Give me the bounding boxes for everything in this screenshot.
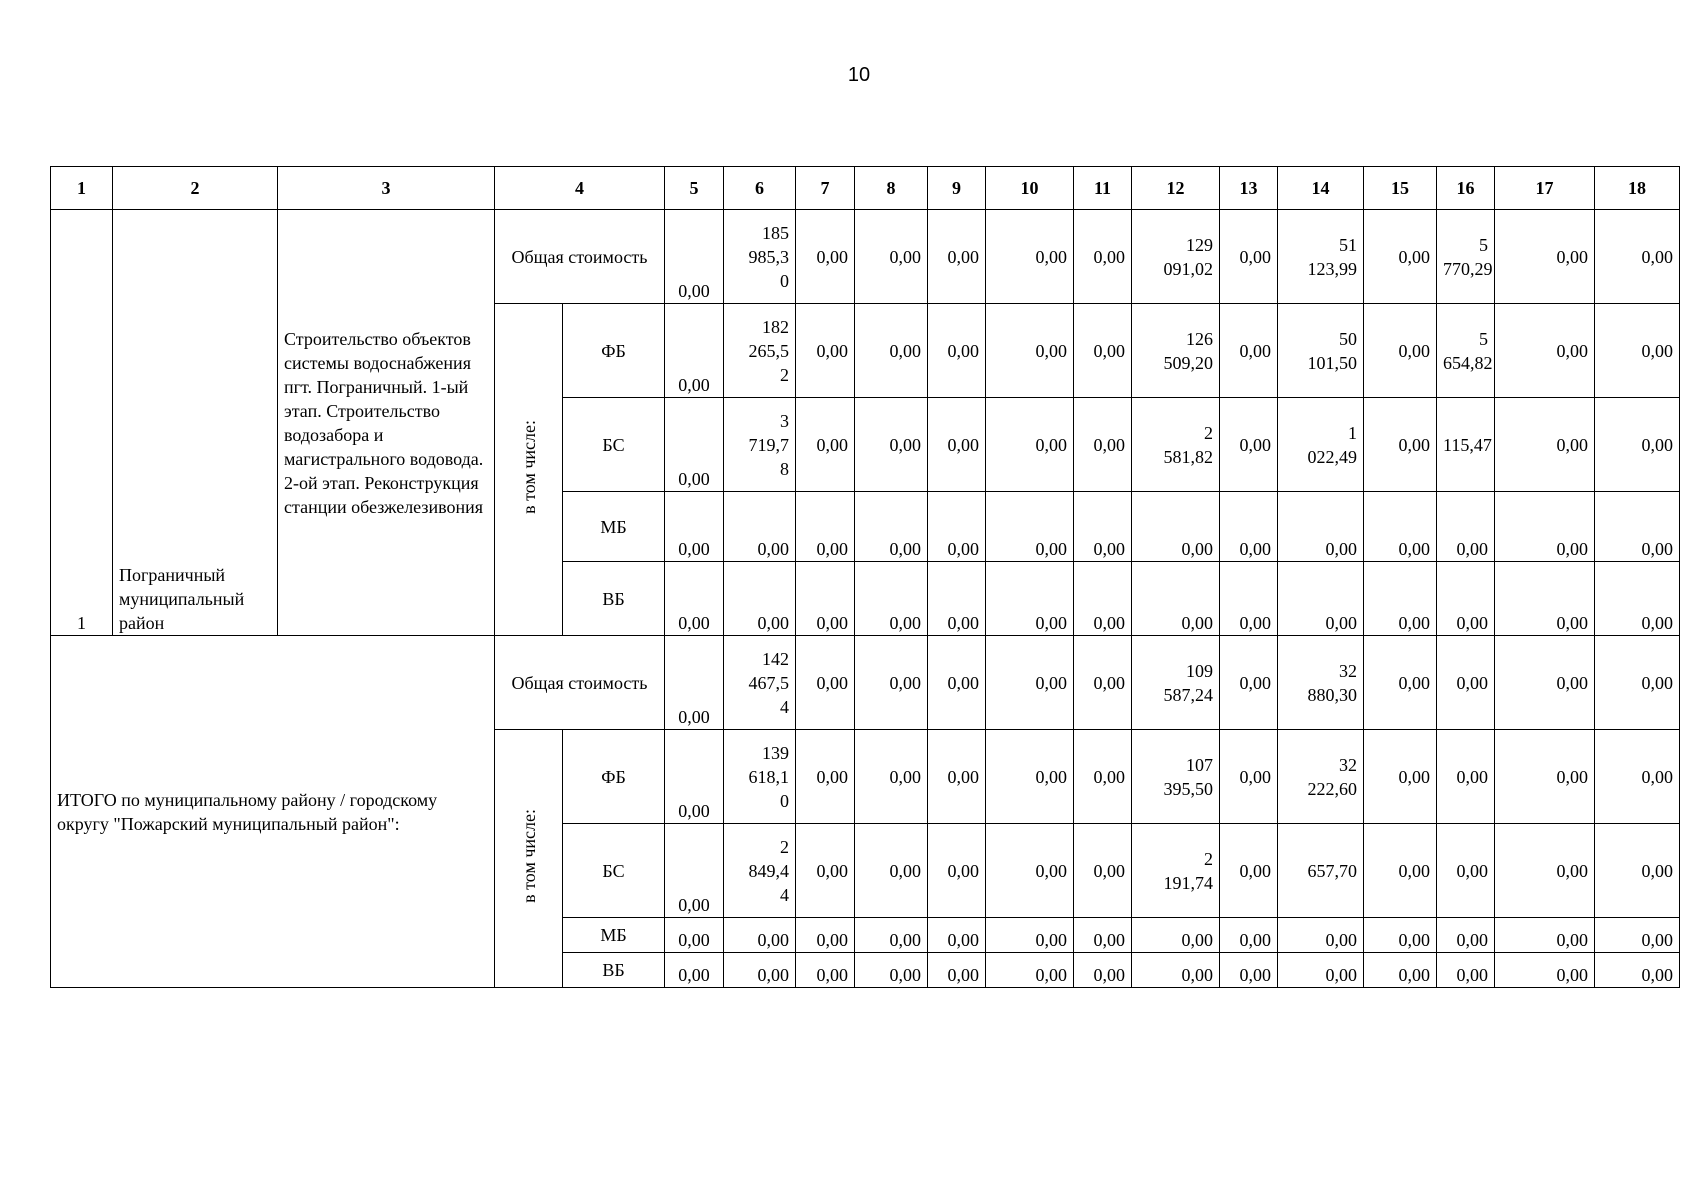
cell-col-13: 0,00 — [1220, 824, 1278, 918]
cell-col-14: 0,00 — [1278, 562, 1364, 636]
cell-col-17: 0,00 — [1495, 210, 1595, 304]
cell-col-6: 185 985,3 0 — [724, 210, 796, 304]
cell-col-12: 2 191,74 — [1132, 824, 1220, 918]
cell-col-16: 5 770,29 — [1437, 210, 1495, 304]
col-header-5: 5 — [665, 167, 724, 210]
cell-col-13: 0,00 — [1220, 918, 1278, 953]
cell-col-18: 0,00 — [1595, 730, 1680, 824]
page-number: 10 — [847, 64, 871, 86]
district-name: Пограничный муниципальный район — [113, 210, 278, 636]
cell-col-13: 0,00 — [1220, 953, 1278, 988]
cell-col-10: 0,00 — [986, 918, 1074, 953]
cell-col-8: 0,00 — [855, 562, 928, 636]
cell-col-13: 0,00 — [1220, 562, 1278, 636]
cell-col-6: 142 467,5 4 — [724, 636, 796, 730]
table-body — [51, 167, 1680, 988]
cell-col-9: 0,00 — [928, 636, 986, 730]
cell-col-12: 0,00 — [1132, 953, 1220, 988]
cell-col-7: 0,00 — [796, 730, 855, 824]
cell-col-18: 0,00 — [1595, 918, 1680, 953]
cell-col-13: 0,00 — [1220, 492, 1278, 562]
cell-col-15: 0,00 — [1364, 304, 1437, 398]
col-header-3: 3 — [278, 167, 495, 210]
including-label — [495, 730, 563, 988]
cell-col-12: 2 581,82 — [1132, 398, 1220, 492]
cell-col-11: 0,00 — [1074, 210, 1132, 304]
cell-col-14: 0,00 — [1278, 918, 1364, 953]
including-text: в том числе: — [518, 419, 539, 514]
cell-col-5: 0,00 — [665, 918, 724, 953]
cell-col-17: 0,00 — [1495, 824, 1595, 918]
cell-col-5: 0,00 — [665, 730, 724, 824]
cell-col-7: 0,00 — [796, 953, 855, 988]
cell-col-5: 0,00 — [665, 304, 724, 398]
cell-col-9: 0,00 — [928, 304, 986, 398]
cell-col-16: 0,00 — [1437, 562, 1495, 636]
cell-col-10: 0,00 — [986, 210, 1074, 304]
cell-col-11: 0,00 — [1074, 953, 1132, 988]
cell-col-8: 0,00 — [855, 918, 928, 953]
cell-col-17: 0,00 — [1495, 492, 1595, 562]
cell-col-12: 107 395,50 — [1132, 730, 1220, 824]
summary-label: ИТОГО по муниципальному району / городскому округу "Пожарский муниципальный район": — [51, 636, 495, 988]
cell-col-9: 0,00 — [928, 730, 986, 824]
cell-col-11: 0,00 — [1074, 824, 1132, 918]
col-header-11: 11 — [1074, 167, 1132, 210]
cell-col-9: 0,00 — [928, 918, 986, 953]
cell-col-9: 0,00 — [928, 492, 986, 562]
cell-col-18: 0,00 — [1595, 210, 1680, 304]
cell-col-11: 0,00 — [1074, 918, 1132, 953]
cell-col-13: 0,00 — [1220, 210, 1278, 304]
cell-col-12: 109 587,24 — [1132, 636, 1220, 730]
table-row — [51, 210, 1680, 304]
cell-col-18: 0,00 — [1595, 398, 1680, 492]
cell-col-7: 0,00 — [796, 304, 855, 398]
cell-col-10: 0,00 — [986, 398, 1074, 492]
cell-col-6: 182 265,5 2 — [724, 304, 796, 398]
cell-col-9: 0,00 — [928, 210, 986, 304]
cell-col-14: 50 101,50 — [1278, 304, 1364, 398]
cell-col-15: 0,00 — [1364, 918, 1437, 953]
cell-col-8: 0,00 — [855, 730, 928, 824]
cell-col-14: 657,70 — [1278, 824, 1364, 918]
cell-col-5: 0,00 — [665, 953, 724, 988]
cell-col-9: 0,00 — [928, 398, 986, 492]
row-label: ФБ — [563, 304, 665, 398]
col-header-2: 2 — [113, 167, 278, 210]
cell-col-8: 0,00 — [855, 636, 928, 730]
col-header-10: 10 — [986, 167, 1074, 210]
col-header-1: 1 — [51, 167, 113, 210]
col-header-6: 6 — [724, 167, 796, 210]
cell-col-14: 32 880,30 — [1278, 636, 1364, 730]
cell-col-5: 0,00 — [665, 636, 724, 730]
row-label: БС — [563, 398, 665, 492]
cell-col-14: 32 222,60 — [1278, 730, 1364, 824]
cell-col-7: 0,00 — [796, 210, 855, 304]
cell-col-18: 0,00 — [1595, 562, 1680, 636]
cell-col-14: 1 022,49 — [1278, 398, 1364, 492]
cell-col-6: 0,00 — [724, 562, 796, 636]
cell-col-11: 0,00 — [1074, 562, 1132, 636]
cell-col-12: 126 509,20 — [1132, 304, 1220, 398]
cell-col-15: 0,00 — [1364, 210, 1437, 304]
cell-col-17: 0,00 — [1495, 730, 1595, 824]
cell-col-14: 0,00 — [1278, 492, 1364, 562]
cell-col-6: 2 849,4 4 — [724, 824, 796, 918]
cell-col-5: 0,00 — [665, 398, 724, 492]
cell-col-6: 139 618,1 0 — [724, 730, 796, 824]
cell-col-7: 0,00 — [796, 492, 855, 562]
cell-col-18: 0,00 — [1595, 304, 1680, 398]
cell-col-12: 129 091,02 — [1132, 210, 1220, 304]
cell-col-9: 0,00 — [928, 953, 986, 988]
row-label: Общая стоимость — [495, 210, 665, 304]
cell-col-6: 0,00 — [724, 953, 796, 988]
table-row — [51, 636, 1680, 730]
row-label: ВБ — [563, 953, 665, 988]
budget-table — [50, 166, 1680, 988]
cell-col-16: 0,00 — [1437, 492, 1495, 562]
cell-col-8: 0,00 — [855, 492, 928, 562]
cell-col-10: 0,00 — [986, 824, 1074, 918]
cell-col-13: 0,00 — [1220, 304, 1278, 398]
cell-col-16: 0,00 — [1437, 918, 1495, 953]
cell-col-8: 0,00 — [855, 824, 928, 918]
row-label: ВБ — [563, 562, 665, 636]
row-label: Общая стоимость — [495, 636, 665, 730]
col-header-14: 14 — [1278, 167, 1364, 210]
cell-col-17: 0,00 — [1495, 398, 1595, 492]
cell-col-18: 0,00 — [1595, 636, 1680, 730]
col-header-13: 13 — [1220, 167, 1278, 210]
cell-col-15: 0,00 — [1364, 562, 1437, 636]
cell-col-5: 0,00 — [665, 824, 724, 918]
cell-col-13: 0,00 — [1220, 730, 1278, 824]
cell-col-16: 115,47 — [1437, 398, 1495, 492]
cell-col-16: 5 654,82 — [1437, 304, 1495, 398]
cell-col-10: 0,00 — [986, 492, 1074, 562]
cell-col-11: 0,00 — [1074, 492, 1132, 562]
cell-col-5: 0,00 — [665, 210, 724, 304]
cell-col-15: 0,00 — [1364, 492, 1437, 562]
cell-col-18: 0,00 — [1595, 492, 1680, 562]
row-number: 1 — [51, 210, 113, 636]
cell-col-8: 0,00 — [855, 210, 928, 304]
project-description: Строительство объектов системы водоснабжения пгт. Пограничный. 1-ый этап. Строительство водозабора и магистрального водовода. 2-ой этап. Реконструкция станции обезжелезивония — [278, 210, 495, 636]
cell-col-7: 0,00 — [796, 824, 855, 918]
cell-col-6: 0,00 — [724, 492, 796, 562]
cell-col-6: 0,00 — [724, 918, 796, 953]
cell-col-10: 0,00 — [986, 730, 1074, 824]
cell-col-14: 51 123,99 — [1278, 210, 1364, 304]
col-header-8: 8 — [855, 167, 928, 210]
cell-col-15: 0,00 — [1364, 730, 1437, 824]
col-header-12: 12 — [1132, 167, 1220, 210]
cell-col-17: 0,00 — [1495, 304, 1595, 398]
cell-col-16: 0,00 — [1437, 824, 1495, 918]
cell-col-7: 0,00 — [796, 398, 855, 492]
cell-col-8: 0,00 — [855, 304, 928, 398]
cell-col-9: 0,00 — [928, 824, 986, 918]
cell-col-7: 0,00 — [796, 636, 855, 730]
cell-col-7: 0,00 — [796, 562, 855, 636]
cell-col-10: 0,00 — [986, 304, 1074, 398]
col-header-17: 17 — [1495, 167, 1595, 210]
cell-col-11: 0,00 — [1074, 304, 1132, 398]
cell-col-16: 0,00 — [1437, 636, 1495, 730]
cell-col-12: 0,00 — [1132, 492, 1220, 562]
cell-col-10: 0,00 — [986, 562, 1074, 636]
cell-col-17: 0,00 — [1495, 953, 1595, 988]
cell-col-11: 0,00 — [1074, 730, 1132, 824]
col-header-9: 9 — [928, 167, 986, 210]
cell-col-14: 0,00 — [1278, 953, 1364, 988]
including-label — [495, 304, 563, 636]
cell-col-11: 0,00 — [1074, 398, 1132, 492]
row-label: БС — [563, 824, 665, 918]
cell-col-9: 0,00 — [928, 562, 986, 636]
including-text: в том числе: — [518, 808, 539, 903]
cell-col-17: 0,00 — [1495, 636, 1595, 730]
cell-col-16: 0,00 — [1437, 730, 1495, 824]
cell-col-15: 0,00 — [1364, 824, 1437, 918]
cell-col-12: 0,00 — [1132, 562, 1220, 636]
cell-col-15: 0,00 — [1364, 953, 1437, 988]
cell-col-12: 0,00 — [1132, 918, 1220, 953]
col-header-15: 15 — [1364, 167, 1437, 210]
cell-col-6: 3 719,7 8 — [724, 398, 796, 492]
cell-col-17: 0,00 — [1495, 918, 1595, 953]
cell-col-15: 0,00 — [1364, 398, 1437, 492]
cell-col-17: 0,00 — [1495, 562, 1595, 636]
cell-col-10: 0,00 — [986, 636, 1074, 730]
cell-col-7: 0,00 — [796, 918, 855, 953]
cell-col-11: 0,00 — [1074, 636, 1132, 730]
cell-col-13: 0,00 — [1220, 636, 1278, 730]
cell-col-18: 0,00 — [1595, 953, 1680, 988]
col-header-18: 18 — [1595, 167, 1680, 210]
cell-col-8: 0,00 — [855, 953, 928, 988]
cell-col-13: 0,00 — [1220, 398, 1278, 492]
row-label: ФБ — [563, 730, 665, 824]
col-header-4: 4 — [495, 167, 665, 210]
row-label: МБ — [563, 492, 665, 562]
cell-col-8: 0,00 — [855, 398, 928, 492]
col-header-7: 7 — [796, 167, 855, 210]
cell-col-18: 0,00 — [1595, 824, 1680, 918]
cell-col-16: 0,00 — [1437, 953, 1495, 988]
cell-col-15: 0,00 — [1364, 636, 1437, 730]
cell-col-10: 0,00 — [986, 953, 1074, 988]
col-header-16: 16 — [1437, 167, 1495, 210]
row-label: МБ — [563, 918, 665, 953]
header-row — [51, 167, 1680, 210]
cell-col-5: 0,00 — [665, 492, 724, 562]
cell-col-5: 0,00 — [665, 562, 724, 636]
